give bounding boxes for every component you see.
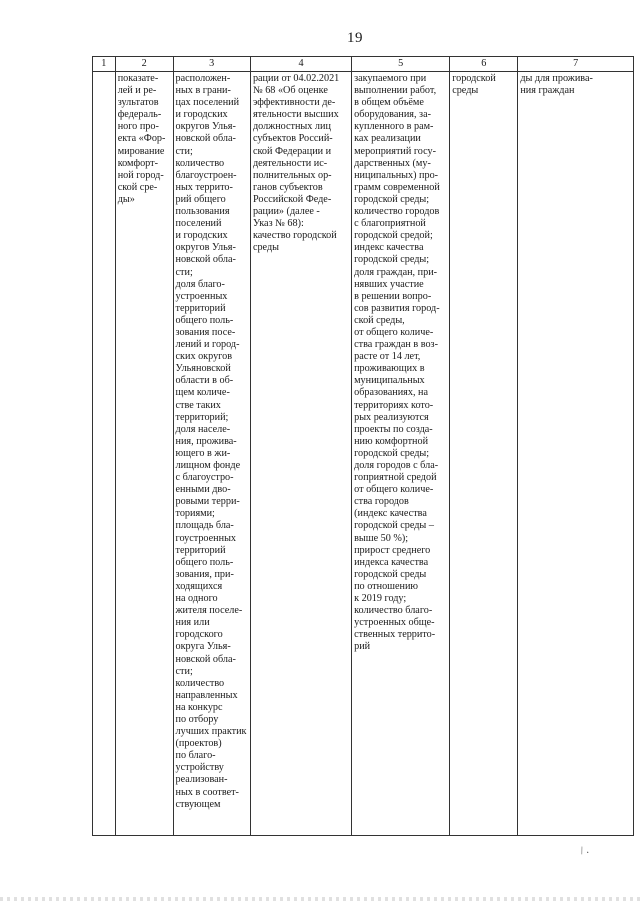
cell-col-5 xyxy=(352,72,450,836)
cell-col-2 xyxy=(115,72,173,836)
cell-text: расположен- ных в грани- цах поселений и городских округов Улья- новской обла- сти; количество благоустроен- ных террито- рий общего пользования поселений и городских округов Улья- новской обла- сти; доля благо- устроенных территорий общего поль- зования посе- лений и город- ских округов Ульяновской области в об- щем количе- стве таких территорий; доля населе- ния, прожива- ющего в жи- лищном фонде с благоустро- енными дво- ровыми терри- ториями; площадь бла- гоустроенных территорий общего поль- зования, при- ходящихся на одного жителя поселе- ния или городского округа Улья- новской обла- сти; количество направленных на конкурс по отбору лучших практик (проектов) по благо- устройству реализован- ных в соответ- ствующем xyxy=(175,73,247,810)
cell-col-4 xyxy=(250,72,351,836)
column-header-2: 2 xyxy=(115,57,173,72)
cell-text: рации от 04.02.2021 № 68 «Об оценке эффективности де- ятельности высших должностных лиц субъектов Россий- ской Федерации и деятельности ис- полнительных ор- ганов субъектов Российской Феде- рации» (далее - Указ № 68): качество городской среды xyxy=(252,73,340,254)
cell-text: ды для прожива- ния граждан xyxy=(520,73,593,97)
table-header-row xyxy=(93,57,634,72)
scan-edge-artifact xyxy=(0,897,640,901)
column-header-6: 6 xyxy=(450,57,518,72)
cell-text: показате- лей и ре- зультатов федераль- ного про- екта «Фор- мирование комфорт- ной город- ской сре- ды» xyxy=(117,73,166,205)
scan-artifact: \ · xyxy=(578,844,592,860)
column-header-1: 1 xyxy=(93,57,116,72)
document-table xyxy=(92,56,634,836)
cell-col-6 xyxy=(450,72,518,836)
column-header-3: 3 xyxy=(173,57,250,72)
page-number: 19 xyxy=(347,30,363,46)
column-header-4: 4 xyxy=(250,57,351,72)
cell-col-1 xyxy=(93,72,116,836)
table-row xyxy=(93,72,634,836)
cell-col-7 xyxy=(518,72,634,836)
cell-text: городской среды xyxy=(452,73,496,97)
column-header-7: 7 xyxy=(518,57,634,72)
cell-col-3 xyxy=(173,72,250,836)
cell-text: закупаемого при выполнении работ, в общем объёме оборудования, за- купленного в рам- ках реализации мероприятий госу- дарственных (му- ниципальных) про- грамм современной городской среды; количество городов с благоприятной городской средой; индекс качества городской среды; доля граждан, при- нявших участие в решении вопро- сов развития город- ской среды, от общего количе- ства граждан в воз- расте от 14 лет, проживающих в муниципальных образованиях, на территориях кото- рых реализуются проекты по созда- нию комфортной городской среды; доля городов с бла- гоприятной средой от общего количе- ства городов (индекс качества городской среды – выше 50 %); прирост среднего индекса качества городской среды по отношению к 2019 году; количество благо- устроенных обще- ственных террито- рий xyxy=(354,73,440,653)
column-header-5: 5 xyxy=(352,57,450,72)
